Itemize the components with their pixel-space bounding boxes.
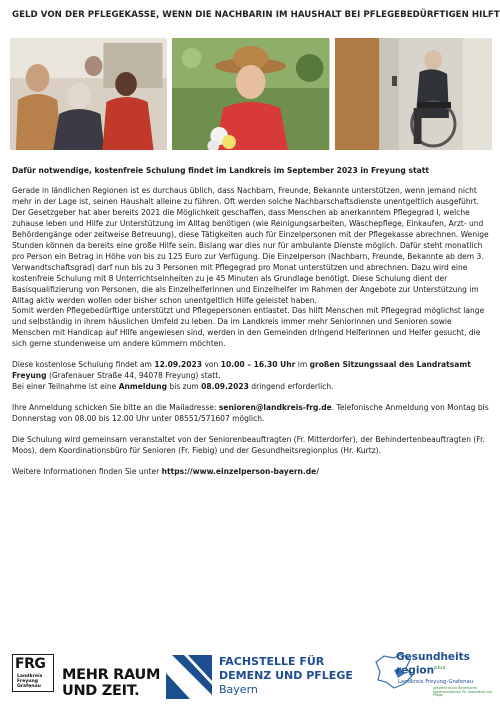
photo-helpers-with-senior	[10, 38, 167, 150]
paragraph-organizers: Die Schulung wird gemeinsam veranstaltet von der Seniorenbeauftragten (Fr. Mitterdorfer), der Behindertenbeauftragten (Fr. Moos), dem Koordinationsbüro für Senioren (Fr. Fiebig) und der Gesundheitsregionplus (Hr. Kurtz).	[12, 435, 485, 456]
logo-mehr-raum-und-zeit: MEHR RAUM UND ZEIT.	[62, 667, 161, 699]
headline: GELD VON DER PFLEGEKASSE, WENN DIE NACHBARIN IM HAUSHALT BEI PFLEGEBEDÜRFTIGEN HILFT	[12, 10, 500, 20]
logo-gesundheitsregion-plus: Gesundheits region$^{plus}$	[396, 651, 470, 677]
email-link[interactable]: senioren@landkreis-frg.de	[218, 403, 332, 413]
logo-landkreis-frg: FRG Landkreis Freyung Grafenau	[12, 654, 54, 692]
subtitle: Dafür notwendige, kostenfreie Schulung findet im Landkreis im September 2023 in Freyung statt	[12, 166, 430, 175]
paragraph-date-location: Diese kostenlose Schulung findet am 12.09.2023 von 10.00 – 16.30 Uhr im großen Sitzungssaal des Landratsamt Freyung (Grafenauer Straße 44, 94078 Freyung) statt. Bei einer Teilnahme ist eine Anmeldung bis zum 08.09.2023 dringend erforderlich.	[12, 360, 471, 392]
paragraph-intro: Gerade in ländlichen Regionen ist es durchaus üblich, dass Nachbarn, Freunde, Bekannte unterstützen, wenn jemand nicht mehr in der Lage ist, seinen Haushalt alleine zu führen. Oft werden solche Nachbarschaftsdienste unentgeltlich ausgeführt. Der Gesetzgeber hat aber bereits 2021 die Möglichkeit geschaffen, dass Menschen ab anerkanntem Pflegegrad I, welche zuhause leben und Hilfe zur Unterstützung im Alltag benötigen (wie Reinigungsarbeiten, Wäschepflege, Einkaufen, Arzt- und Behördengänge oder zeitweise Betreuung), diese Tätigkeiten auch für Einzelpersonen mit der Pflegekasse abrechnen. Wenige Stunden können da bereits eine große Hilfe sein. Bislang war dies nur für ambulante Dienste möglich. Dafür steht monatlich pro Person ein Betrag in Höhe von bis zu 125 Euro zur Verfügung. Die Einzelperson (Nachbarn, Freunde, Bekannte ab dem 3. Verwandtschaftsgrad) darf nun bis zu 3 Personen mit Pflegegrad pro Monat unterstützen und abrechnen. Dazu wird eine kostenfreie Schulung mit 8 Unterrichtseinheiten zu je 45 Minuten als Grundlage benötigt. Diese Schulung dient der Basisqualifizierung von Personen, die als Einzelhelferinnen und Einzelhelfer im Rahmen der Angebote zur Unterstützung im Alltag aktiv werden wollen oder bisher schon unentgeltlich Hilfe geleistet haben.	[12, 186, 489, 305]
body-text	[12, 186, 490, 478]
training-location: großen Sitzungssaal des Landratsamt Freyung	[12, 360, 471, 381]
paragraph-registration-contact: Ihre Anmeldung schicken Sie bitte an die Mailadresse: senioren@landkreis-frg.de. Telefonische Anmeldung von Montag bis Donnerstag von 08.00 bis 12.00 Uhr unter 08551/571607 möglich.	[12, 403, 489, 424]
paragraph-benefits: Somit werden Pflegebedürftige unterstützt und Pflegepersonen entlastet. Das hilft Menschen mit Pflegegrad möglichst lange und selbständig in ihrem häuslichen Umfeld zu leben. Da im Landkreis immer mehr Seniorinnen und Senioren sowie Menschen mit Handicap auf Hilfe angewiesen sind, werden in den Gemeinden dringend Helferinnen und Helfer gesucht, die sich gerne stundenweise um andere kümmern möchten.	[12, 306, 485, 349]
photo-senior-with-hat	[172, 38, 329, 150]
registration-label: Anmeldung	[118, 382, 168, 392]
photo-senior-in-wheelchair	[335, 38, 492, 150]
training-time: 10.00 – 16.30 Uhr	[220, 360, 296, 370]
logo-fachstelle-demenz-pflege: FACHSTELLE FÜR DEMENZ UND PFLEGE Bayern	[219, 655, 353, 696]
photo-strip	[10, 38, 492, 150]
website-link[interactable]: https://www.einzelperson-bayern.de/	[161, 466, 320, 476]
paragraph-more-info: Weitere Informationen finden Sie unter https://www.einzelperson-bayern.de/	[12, 466, 320, 476]
gesundheitsregion-funding-note: gefördert durch Bayerisches Staatsministerium für Gesundheit und Pflege	[433, 686, 493, 698]
gesundheitsregion-subtitle: Landkreis Freyung-Grafenau	[398, 679, 474, 685]
fachstelle-mark-icon	[166, 655, 212, 699]
logo-bar	[0, 640, 500, 708]
training-date: 12.09.2023	[154, 360, 203, 370]
registration-deadline: 08.09.2023	[201, 382, 249, 392]
